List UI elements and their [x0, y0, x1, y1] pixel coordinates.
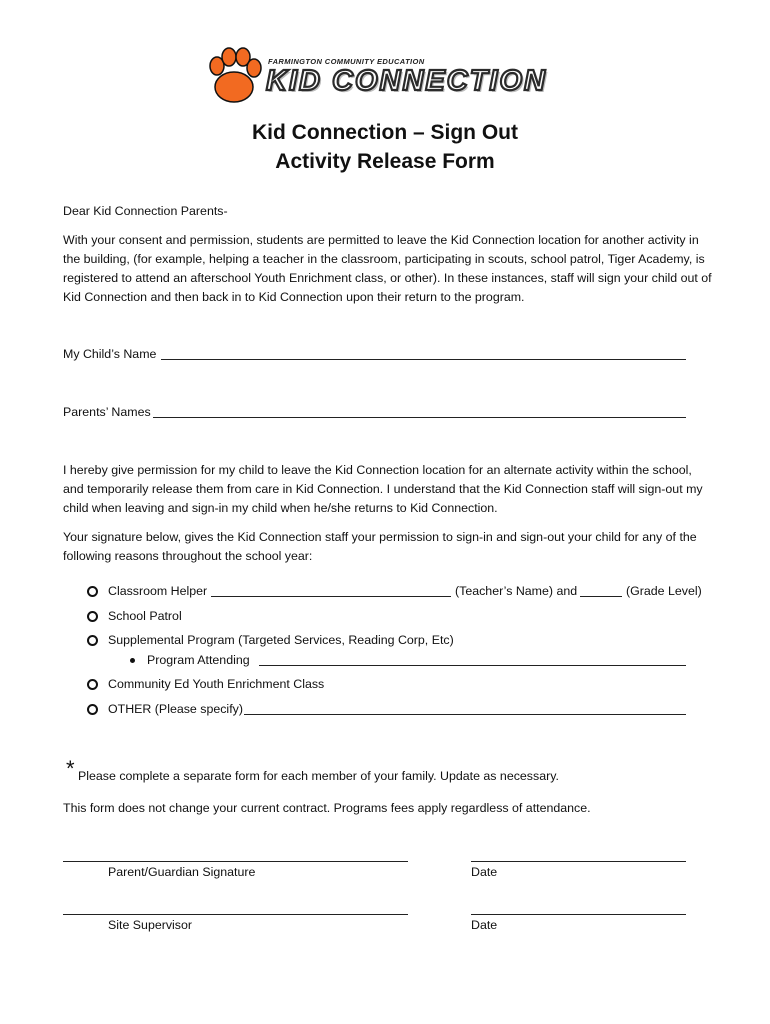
supplemental-program-label: Supplemental Program (Targeted Services, Reading Corp, Etc)	[108, 633, 454, 647]
logo-subtitle: FARMINGTON COMMUNITY EDUCATION	[268, 57, 425, 66]
teacher-name-field[interactable]	[211, 596, 451, 597]
date-field-1[interactable]	[471, 861, 686, 862]
parent-signature-field[interactable]	[63, 861, 408, 862]
date-label-2: Date	[471, 918, 498, 932]
logo	[204, 44, 566, 106]
youth-enrichment-radio[interactable]	[87, 679, 98, 690]
grade-level-label: (Grade Level)	[626, 584, 702, 598]
bullet-icon	[130, 658, 135, 663]
supplemental-program-radio[interactable]	[87, 635, 98, 646]
program-attending-label: Program Attending	[147, 653, 250, 667]
school-patrol-label: School Patrol	[108, 609, 182, 623]
date-field-2[interactable]	[471, 914, 686, 915]
parent-signature-label: Parent/Guardian Signature	[108, 865, 256, 879]
permission-paragraph: I hereby give permission for my child to leave the Kid Connection location for an alternate activity within the school, and temporarily release them from care in Kid Connection. I understand that the Kid Connection staff will sign-out my child when leaving and sign-in my child when he/she returns to Kid Connection.	[63, 463, 703, 515]
site-supervisor-label: Site Supervisor	[108, 918, 193, 932]
teacher-name-label: (Teacher’s Name) and	[455, 584, 578, 598]
child-name-label: My Child’s Name	[63, 347, 157, 361]
youth-enrichment-label: Community Ed Youth Enrichment Class	[108, 677, 325, 691]
greeting: Dear Kid Connection Parents-	[63, 204, 228, 218]
contract-note: This form does not change your current contract. Programs fees apply regardless of attendance.	[63, 801, 591, 815]
other-specify-field[interactable]	[244, 714, 686, 715]
separate-form-note: Please complete a separate form for each member of your family. Update as necessary.	[78, 769, 559, 783]
signature-note: Your signature below, gives the Kid Connection staff your permission to sign-in and sign-out your child for any of the following reasons throughout the school year:	[63, 530, 697, 563]
parents-names-field[interactable]	[153, 417, 686, 418]
program-attending-field[interactable]	[259, 665, 686, 666]
grade-level-field[interactable]	[580, 596, 622, 597]
other-label: OTHER (Please specify)	[108, 702, 243, 716]
logo-brand: KID CONNECTION	[266, 65, 547, 97]
other-radio[interactable]	[87, 704, 98, 715]
classroom-helper-label: Classroom Helper	[108, 584, 208, 598]
school-patrol-radio[interactable]	[87, 611, 98, 622]
form-title-line1: Kid Connection – Sign Out	[252, 121, 518, 144]
date-label-1: Date	[471, 865, 498, 879]
parents-names-label: Parents’ Names	[63, 405, 151, 419]
form-title-line2: Activity Release Form	[275, 150, 495, 173]
intro-paragraph: With your consent and permission, students are permitted to leave the Kid Connection location for another activity in the building, (for example, helping a teacher in the classroom, participating in scouts, school patrol, Tiger Academy, is registered to attend an afterschool Youth Enrichment class, or other). In these instances, staff will sign your child out of Kid Connection and then back in to Kid Connection upon their return to the program.	[63, 233, 712, 304]
classroom-helper-radio[interactable]	[87, 586, 98, 597]
site-supervisor-field[interactable]	[63, 914, 408, 915]
child-name-field[interactable]	[161, 359, 686, 360]
asterisk-mark: *	[66, 756, 75, 781]
